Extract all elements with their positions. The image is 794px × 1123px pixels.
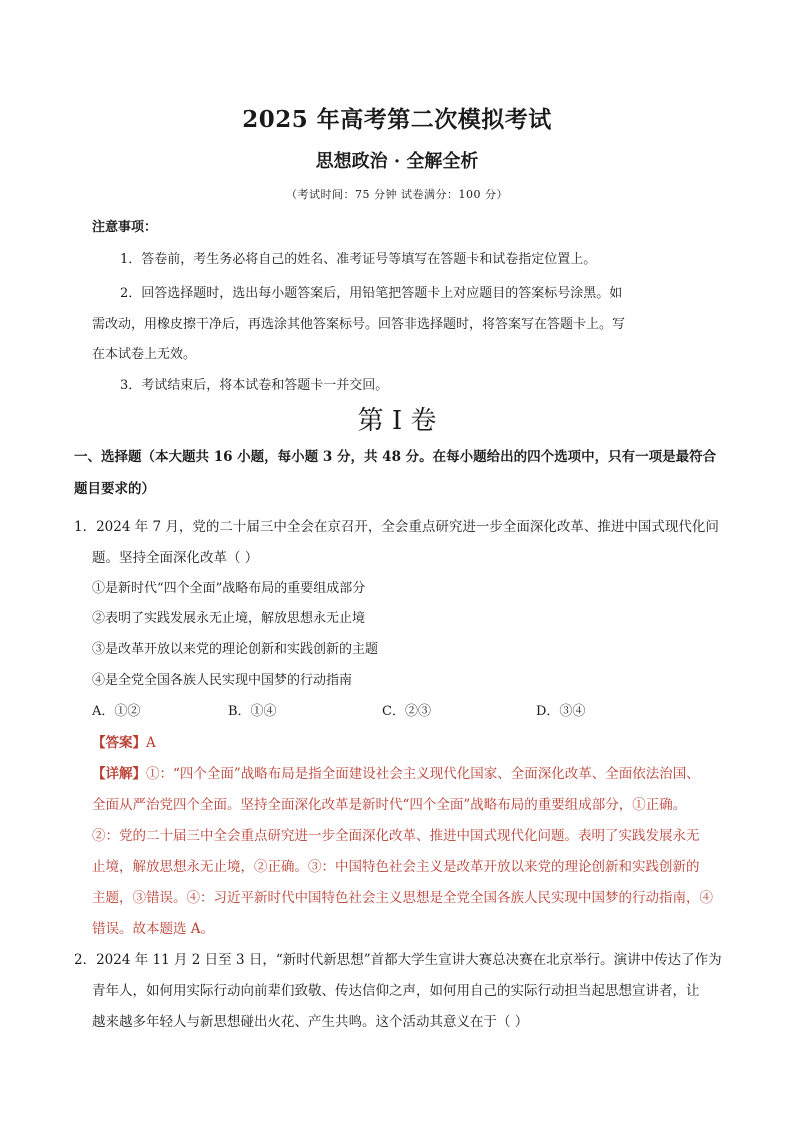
volume-title: 第 I 卷 (357, 406, 437, 436)
notice-item-2-line-2: 需改动，用橡皮擦干净后，再选涂其他答案标号。回答非选择题时，将答案写在答题卡上。写 (92, 317, 626, 332)
q1-option-d: D．③④ (536, 704, 586, 719)
q1-stem-line-2: 题。坚持全面深化改革（ ） (92, 550, 259, 566)
q1-detail-line-1 (92, 762, 700, 782)
notice-item-3: 3．考试结束后，将本试卷和答题卡一并交回。 (120, 378, 389, 393)
q1-option-b: B．①④ (228, 704, 277, 719)
q1-detail-line-2: 全面从严治党四个全面。坚持全面深化改革是新时代“四个全面”战略布局的重要组成部分，①正确。 (92, 797, 687, 813)
q1-statement-1: ①是新时代“四个全面”战略布局的重要组成部分 (92, 581, 366, 596)
exam-title: 2025 年高考第二次模拟考试 (242, 106, 552, 133)
q1-answer (92, 731, 156, 751)
q2-stem-line-2: 青年人，如何用实际行动向前辈们致敬、传达信仰之声，如何用自己的实际行动担当起思想宣讲者，让 (92, 983, 700, 999)
q1-statement-4: ④是全党全国各族人民实现中国梦的行动指南 (92, 673, 353, 688)
q1-detail-text-1: ①：“四个全面”战略布局是指全面建设社会主义现代化国家、全面深化改革、全面依法治国、 (146, 766, 700, 782)
q1-detail-label: 【详解】 (92, 766, 146, 782)
q1-option-c: C．②③ (382, 704, 431, 719)
q1-option-a: A．①② (92, 704, 141, 719)
notice-heading: 注意事项： (92, 220, 158, 235)
q2-stem-line-3: 越来越多年轻人与新思想碰出火花、产生共鸣。这个活动其意义在于（ ） (92, 1014, 529, 1030)
exam-subtitle: 思想政治 · 全解全析 (315, 151, 479, 172)
q1-answer-value: A (146, 735, 156, 751)
q1-statement-2: ②表明了实践发展永无止境，解放思想永无止境 (92, 611, 366, 626)
notice-item-2-line-3: 在本试卷上无效。 (92, 347, 197, 362)
q1-detail-line-5: 主题，③错误。④：习近平新时代中国特色社会主义思想是全党全国各族人民实现中国梦的行动指南，④ (92, 890, 713, 906)
exam-info: （考试时间：75 分钟 试卷满分：100 分） (286, 188, 508, 201)
q1-answer-label: 【答案】 (92, 735, 146, 751)
q1-statement-3: ③是改革开放以来党的理论创新和实践创新的主题 (92, 642, 379, 657)
notice-item-2-line-1: 2．回答选择题时，选出每小题答案后，用铅笔把答题卡上对应题目的答案标号涂黑。如 (120, 286, 623, 301)
q2-stem-line-1: 2．2024 年 11 月 2 日至 3 日，“新时代新思想”首都大学生宣讲大赛总决赛在北京举行。演讲中传达了作为 (74, 952, 722, 968)
section-heading-line-2: 题目要求的） (74, 481, 155, 497)
q1-detail-line-6: 错误。故本题选 A。 (92, 921, 215, 937)
section-heading-line-1: 一、选择题（本大题共 16 小题，每小题 3 分，共 48 分。在每小题给出的四个选项中，只有一项是最符合 (74, 449, 717, 465)
q1-stem-line-1: 1．2024 年 7 月，党的二十届三中全会在京召开，全会重点研究进一步全面深化改革、推进中国式现代化问 (74, 519, 719, 535)
q1-detail-line-4: 止境，解放思想永无止境，②正确。③：中国特色社会主义是改革开放以来党的理论创新和实践创新的 (92, 859, 700, 875)
notice-item-1: 1．答卷前，考生务必将自己的姓名、准考证号等填写在答题卡和试卷指定位置上。 (120, 252, 597, 267)
q1-detail-line-3: ②：党的二十届三中全会重点研究进一步全面深化改革、推进中国式现代化问题。表明了实践发展永无 (92, 828, 700, 844)
